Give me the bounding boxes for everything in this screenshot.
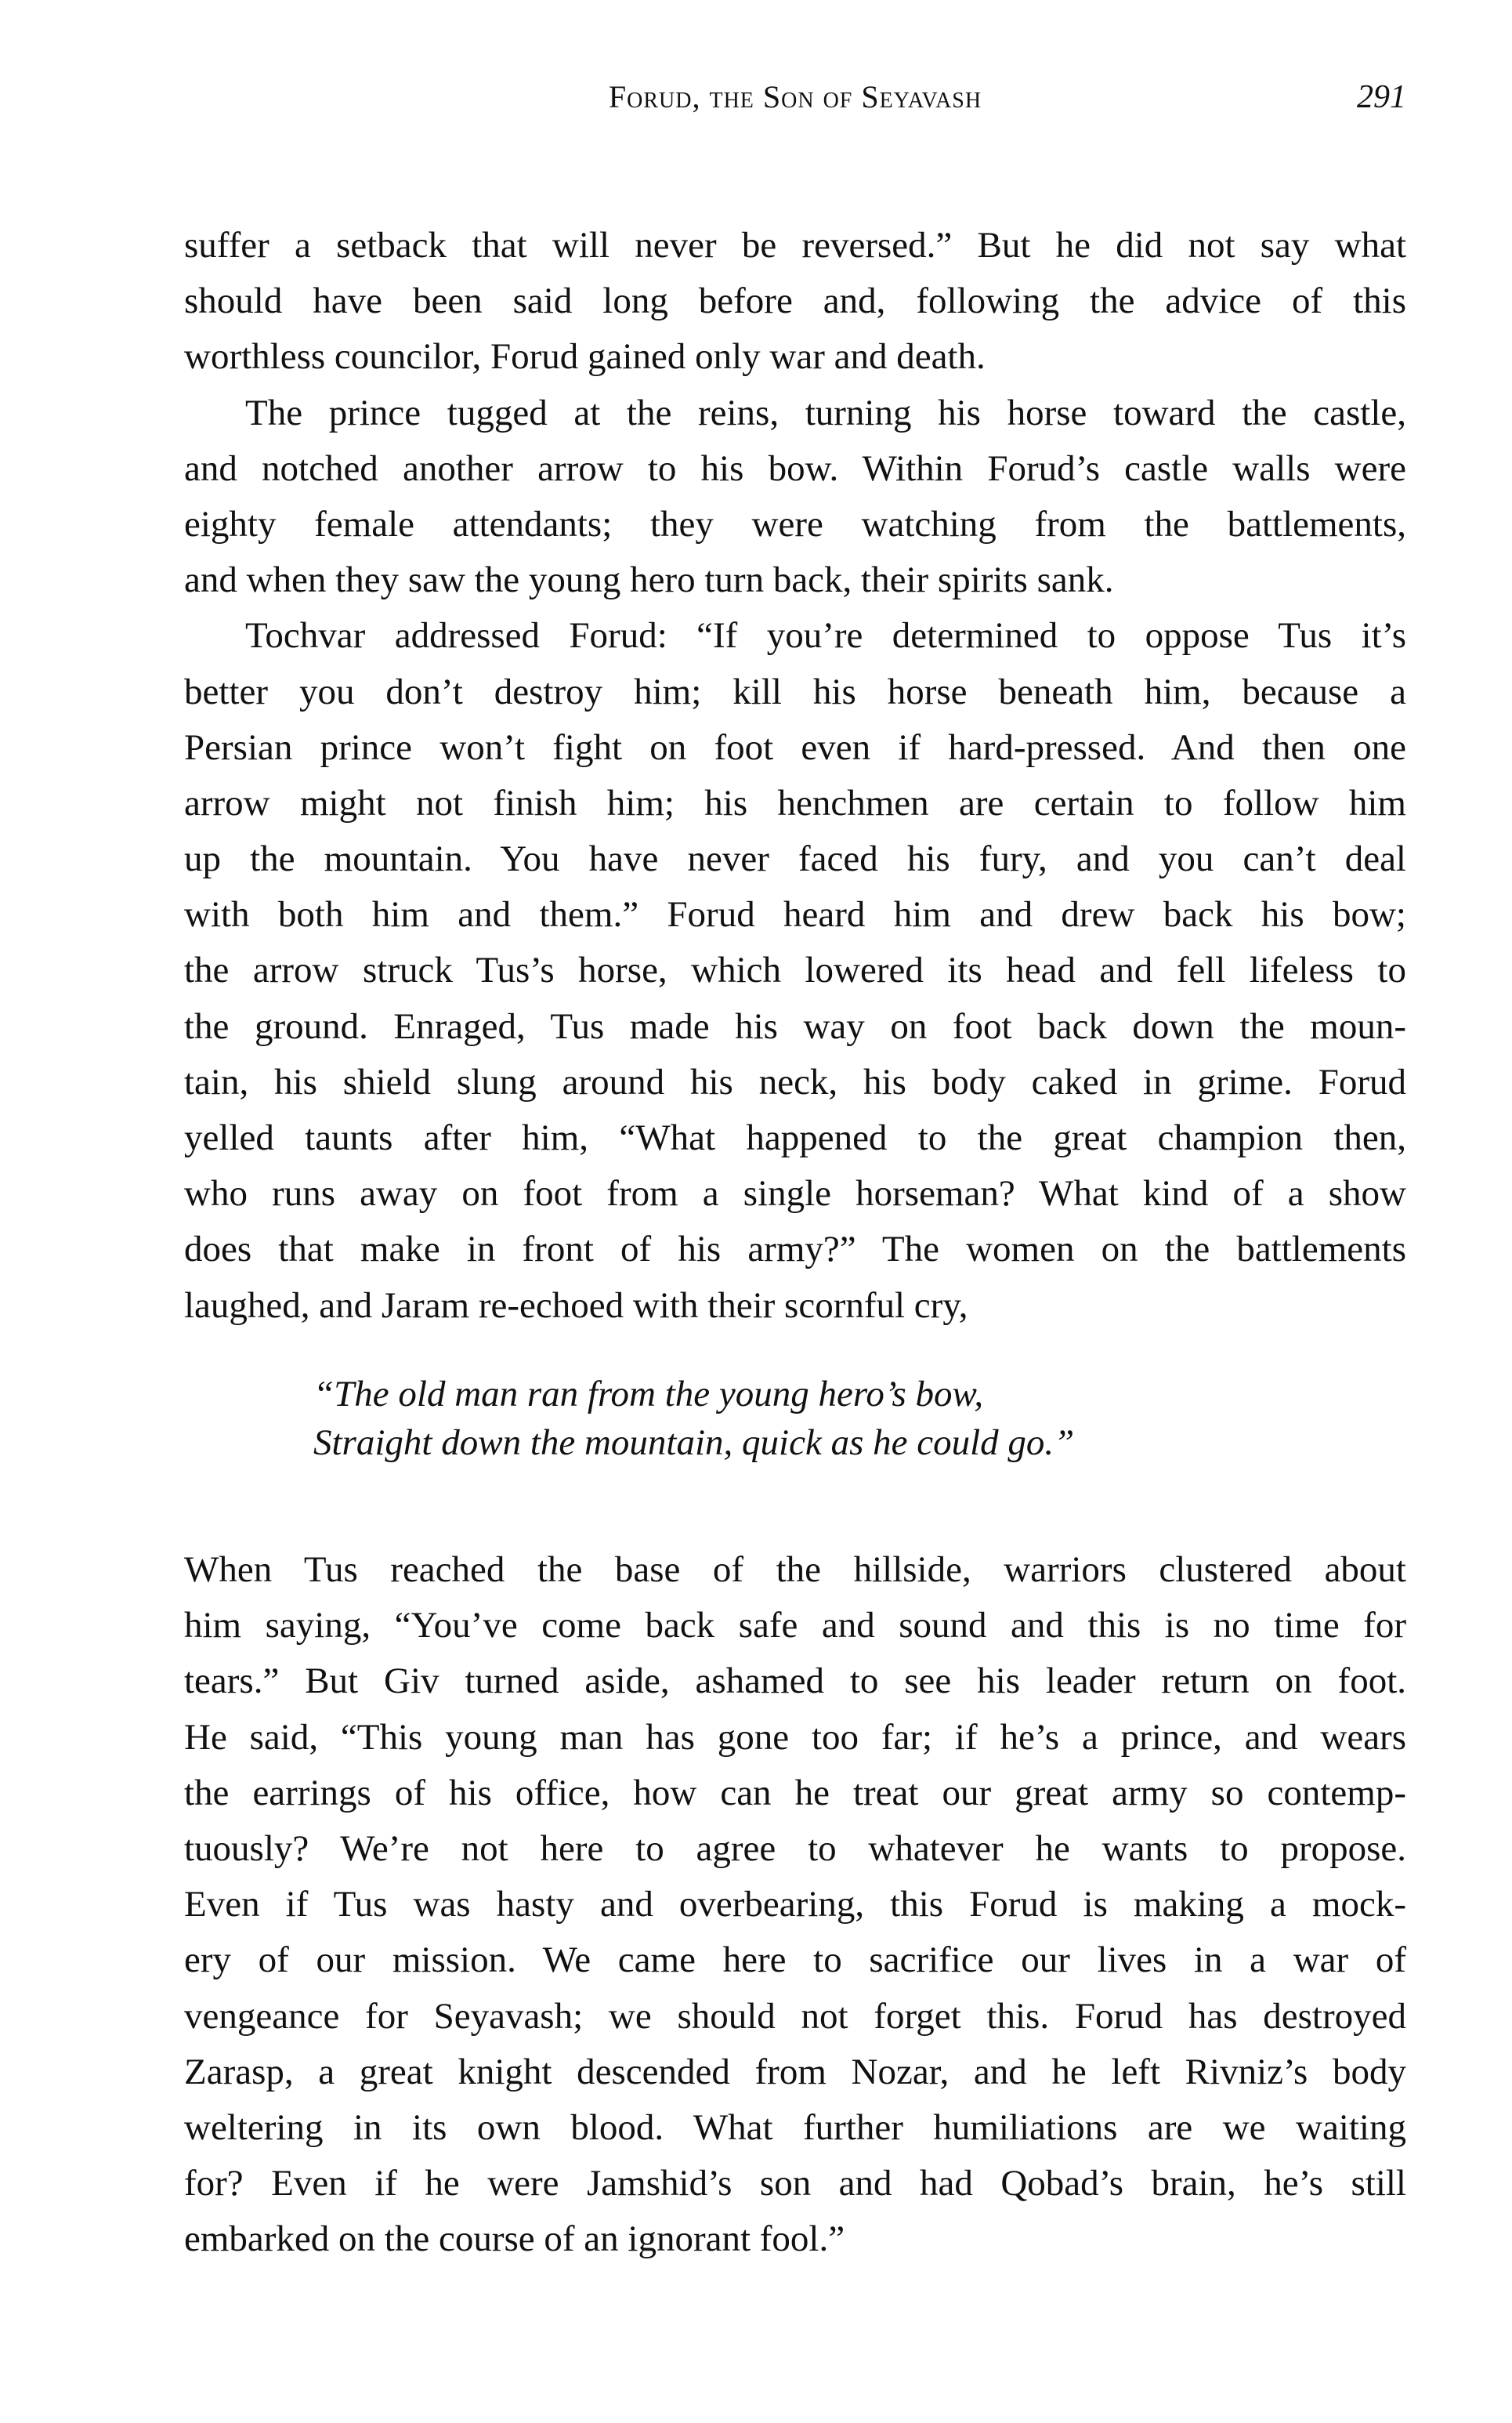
body-text-bottom [184,1542,1406,2267]
text-line: with both him and them.” Forud heard him and drew back his bow; [184,894,1406,936]
text-line: Tochvar addressed Forud: “If you’re determined to oppose Tus it’s [245,615,1406,657]
text-line: He said, “This young man has gone too far; if he’s a prince, and wears [184,1716,1406,1758]
text-line: tuously? We’re not here to agree to whatever he wants to propose. [184,1827,1406,1869]
text-line: him saying, “You’ve come back safe and sound and this is no time for [184,1605,1406,1646]
text-line: and notched another arrow to his bow. Within Forud’s castle walls were [184,447,1406,489]
text-line: When Tus reached the base of the hillside, warriors clustered about [184,1549,1406,1590]
text-line: tain, his shield slung around his neck, his body caked in grime. Forud [184,1061,1406,1103]
text-line: for? Even if he were Jamshid’s son and had Qobad’s brain, he’s still [184,2163,1406,2204]
text-line: does that make in front of his army?” The women on the battlements [184,1229,1406,1270]
text-line: ery of our mission. We came here to sacrifice our lives in a war of [184,1939,1406,1981]
text-line: Persian prince won’t fight on foot even if hard-pressed. And then one [184,726,1406,768]
verse-line: “The old man ran from the young hero’s bow, [313,1374,984,1414]
text-line: the earrings of his office, how can he treat our great army so contemp- [184,1772,1406,1813]
text-line: weltering in its own blood. What further humiliations are we waiting [184,2106,1406,2148]
text-line: worthless councilor, Forud gained only war and death. [184,336,986,378]
text-line: up the mountain. You have never faced his fury, and you can’t deal [184,838,1406,880]
text-line: yelled taunts after him, “What happened to the great champion then, [184,1117,1406,1158]
text-line: Zarasp, a great knight descended from Nozar, and he left Rivniz’s body [184,2051,1406,2092]
text-line: The prince tugged at the reins, turning his horse toward the castle, [245,392,1406,433]
text-line: the ground. Enraged, Tus made his way on foot back down the moun- [184,1005,1406,1047]
page-header [184,78,1406,125]
text-line: should have been said long before and, following the advice of this [184,281,1406,322]
text-line: tears.” But Giv turned aside, ashamed to see his leader return on foot. [184,1661,1406,1702]
text-line: who runs away on foot from a single horseman? What kind of a show [184,1173,1406,1215]
running-head: Forud, the Son of Seyavash [608,79,982,114]
text-line: better you don’t destroy him; kill his horse beneath him, because a [184,671,1406,712]
page-number: 291 [1357,79,1406,115]
text-line: suffer a setback that will never be reversed.” But he did not say what [184,225,1406,266]
verse-line: Straight down the mountain, quick as he could go.” [313,1422,1075,1463]
text-line: laughed, and Jaram re-echoed with their scornful cry, [184,1284,968,1326]
body-text-top [184,218,1406,1334]
text-line: arrow might not finish him; his henchmen are certain to follow him [184,782,1406,824]
text-line: and when they saw the young hero turn back, their spirits sank. [184,560,1114,601]
text-line: Even if Tus was hasty and overbearing, this Forud is making a mock- [184,1884,1406,1925]
text-line: the arrow struck Tus’s horse, which lowered its head and fell lifeless to [184,950,1406,991]
text-line: vengeance for Seyavash; we should not forget this. Forud has destroyed [184,1995,1406,2037]
text-line: embarked on the course of an ignorant fool.” [184,2218,845,2260]
verse-block [313,1370,1253,1467]
text-line: eighty female attendants; they were watching from the battlements, [184,503,1406,545]
